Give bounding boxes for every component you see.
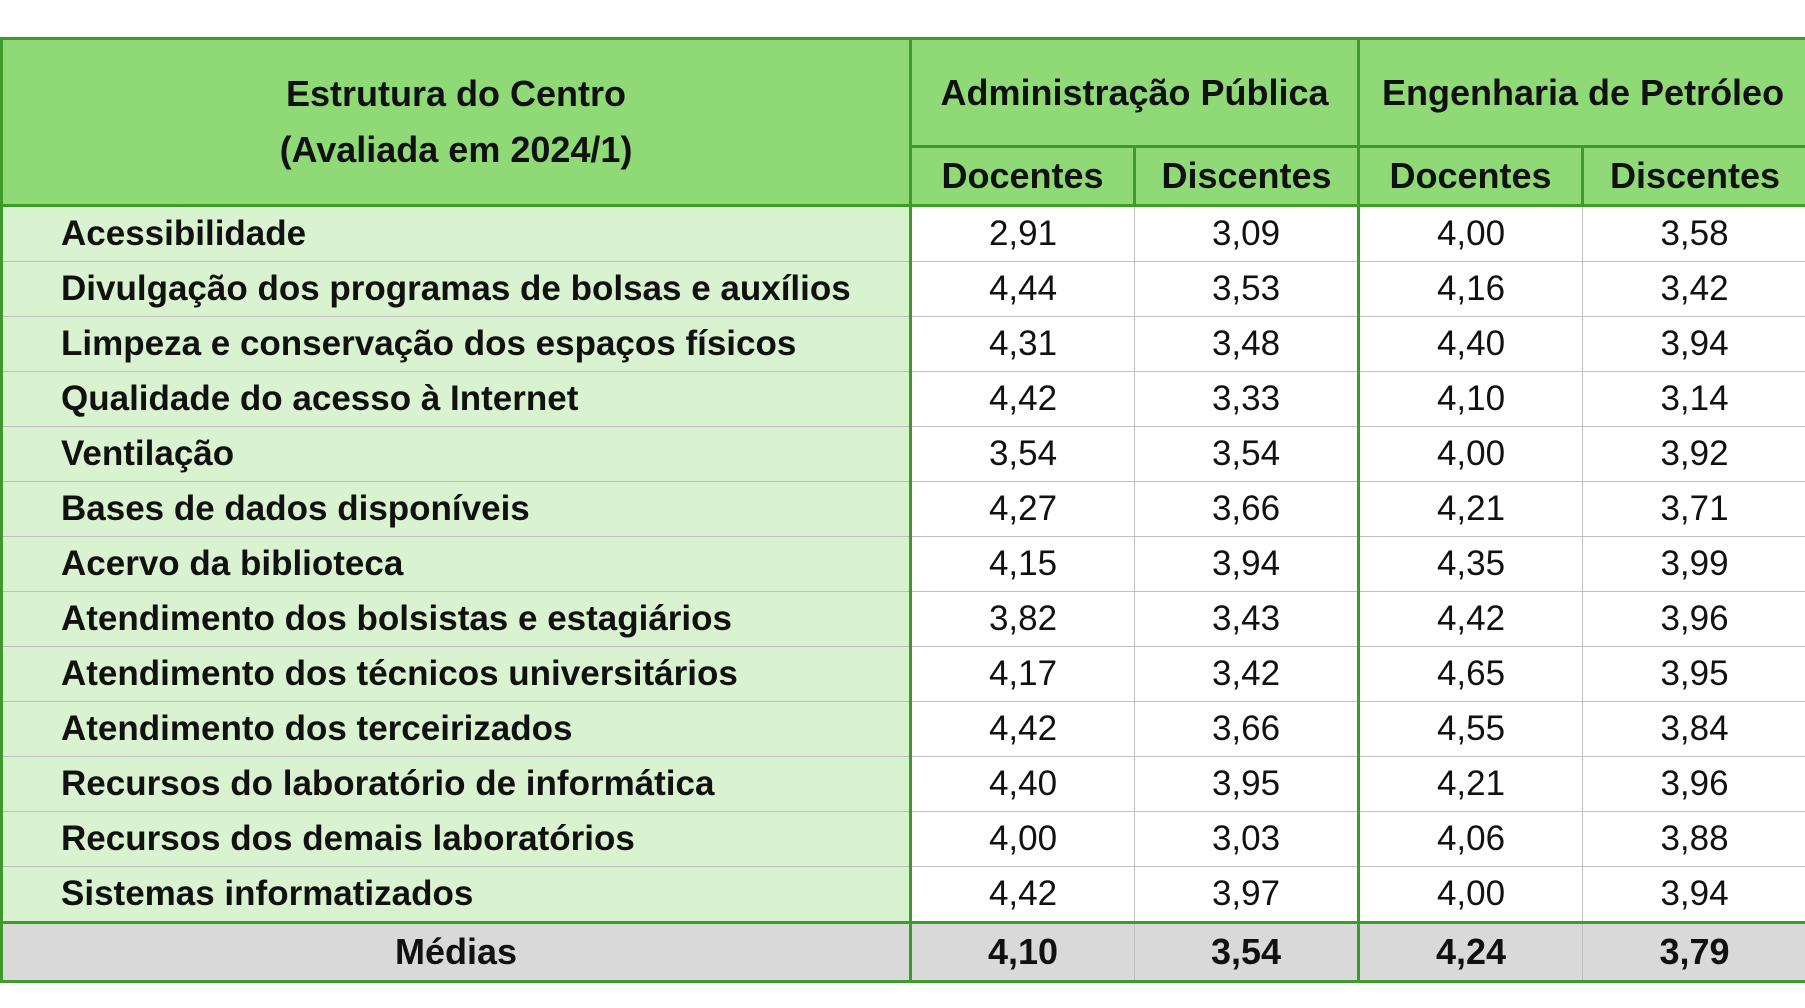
score-cell: 3,48	[1135, 317, 1359, 372]
score-cell: 3,88	[1583, 812, 1805, 867]
score-cell: 3,33	[1135, 372, 1359, 427]
score-cell: 4,35	[1359, 537, 1583, 592]
table-row	[2, 372, 1805, 427]
score-cell: 4,00	[911, 812, 1135, 867]
score-cell: 3,58	[1583, 206, 1805, 262]
score-cell: 3,94	[1583, 317, 1805, 372]
score-cell: 4,42	[911, 702, 1135, 757]
score-cell: 3,09	[1135, 206, 1359, 262]
score-cell: 3,95	[1583, 647, 1805, 702]
subheader-docentes: Docentes	[911, 147, 1135, 206]
row-label: Recursos do laboratório de informática	[2, 757, 911, 812]
score-cell: 4,21	[1359, 482, 1583, 537]
table-footer	[2, 923, 1805, 982]
score-cell: 4,42	[911, 867, 1135, 923]
row-label: Qualidade do acesso à Internet	[2, 372, 911, 427]
header-title-cell	[2, 39, 911, 206]
score-cell: 4,42	[911, 372, 1135, 427]
score-cell: 3,14	[1583, 372, 1805, 427]
score-cell: 3,66	[1135, 482, 1359, 537]
score-cell: 3,54	[1135, 427, 1359, 482]
score-cell: 4,55	[1359, 702, 1583, 757]
score-cell: 4,40	[911, 757, 1135, 812]
score-cell: 3,71	[1583, 482, 1805, 537]
table-row	[2, 427, 1805, 482]
average-value: 4,24	[1359, 923, 1583, 982]
score-cell: 4,10	[1359, 372, 1583, 427]
table-header	[2, 39, 1805, 206]
score-cell: 3,43	[1135, 592, 1359, 647]
score-cell: 4,00	[1359, 206, 1583, 262]
score-cell: 3,96	[1583, 757, 1805, 812]
table-body	[2, 206, 1805, 923]
average-value: 3,54	[1135, 923, 1359, 982]
score-cell: 2,91	[911, 206, 1135, 262]
score-cell: 3,95	[1135, 757, 1359, 812]
score-cell: 4,00	[1359, 867, 1583, 923]
score-cell: 3,53	[1135, 262, 1359, 317]
subheader-docentes: Docentes	[1359, 147, 1583, 206]
table-row	[2, 812, 1805, 867]
score-cell: 3,97	[1135, 867, 1359, 923]
average-value: 4,10	[911, 923, 1135, 982]
table-row	[2, 537, 1805, 592]
row-label: Bases de dados disponíveis	[2, 482, 911, 537]
score-cell: 4,17	[911, 647, 1135, 702]
score-cell: 4,06	[1359, 812, 1583, 867]
table-row	[2, 317, 1805, 372]
table-row	[2, 262, 1805, 317]
score-cell: 4,40	[1359, 317, 1583, 372]
score-cell: 4,42	[1359, 592, 1583, 647]
score-cell: 4,65	[1359, 647, 1583, 702]
table-row	[2, 482, 1805, 537]
score-cell: 4,15	[911, 537, 1135, 592]
evaluation-table-container	[0, 37, 1805, 983]
table-row	[2, 647, 1805, 702]
averages-row	[2, 923, 1805, 982]
group-header-engenharia: Engenharia de Petróleo	[1359, 39, 1805, 147]
score-cell: 3,66	[1135, 702, 1359, 757]
score-cell: 3,84	[1583, 702, 1805, 757]
score-cell: 3,96	[1583, 592, 1805, 647]
score-cell: 4,44	[911, 262, 1135, 317]
row-label: Recursos dos demais laboratórios	[2, 812, 911, 867]
score-cell: 4,00	[1359, 427, 1583, 482]
score-cell: 4,16	[1359, 262, 1583, 317]
averages-label: Médias	[2, 923, 911, 982]
table-row	[2, 702, 1805, 757]
score-cell: 3,03	[1135, 812, 1359, 867]
header-title-line-1: Estrutura do Centro	[285, 73, 626, 114]
subheader-discentes: Discentes	[1583, 147, 1805, 206]
row-label: Atendimento dos terceirizados	[2, 702, 911, 757]
score-cell: 4,27	[911, 482, 1135, 537]
row-label: Divulgação dos programas de bolsas e auxílios	[2, 262, 911, 317]
score-cell: 3,42	[1583, 262, 1805, 317]
evaluation-table	[0, 37, 1805, 983]
score-cell: 3,94	[1583, 867, 1805, 923]
row-label: Acervo da biblioteca	[2, 537, 911, 592]
score-cell: 3,94	[1135, 537, 1359, 592]
table-row	[2, 757, 1805, 812]
group-header-administracao: Administração Pública	[911, 39, 1359, 147]
table-row	[2, 206, 1805, 262]
row-label: Acessibilidade	[2, 206, 911, 262]
header-title-line-2: (Avaliada em 2024/1)	[279, 129, 633, 170]
table-row	[2, 592, 1805, 647]
subheader-discentes: Discentes	[1135, 147, 1359, 206]
table-row	[2, 867, 1805, 923]
row-label: Atendimento dos técnicos universitários	[2, 647, 911, 702]
score-cell: 4,31	[911, 317, 1135, 372]
score-cell: 3,54	[911, 427, 1135, 482]
score-cell: 3,42	[1135, 647, 1359, 702]
score-cell: 3,92	[1583, 427, 1805, 482]
score-cell: 3,99	[1583, 537, 1805, 592]
row-label: Limpeza e conservação dos espaços físicos	[2, 317, 911, 372]
row-label: Atendimento dos bolsistas e estagiários	[2, 592, 911, 647]
row-label: Ventilação	[2, 427, 911, 482]
score-cell: 3,82	[911, 592, 1135, 647]
average-value: 3,79	[1583, 923, 1805, 982]
score-cell: 4,21	[1359, 757, 1583, 812]
row-label: Sistemas informatizados	[2, 867, 911, 923]
